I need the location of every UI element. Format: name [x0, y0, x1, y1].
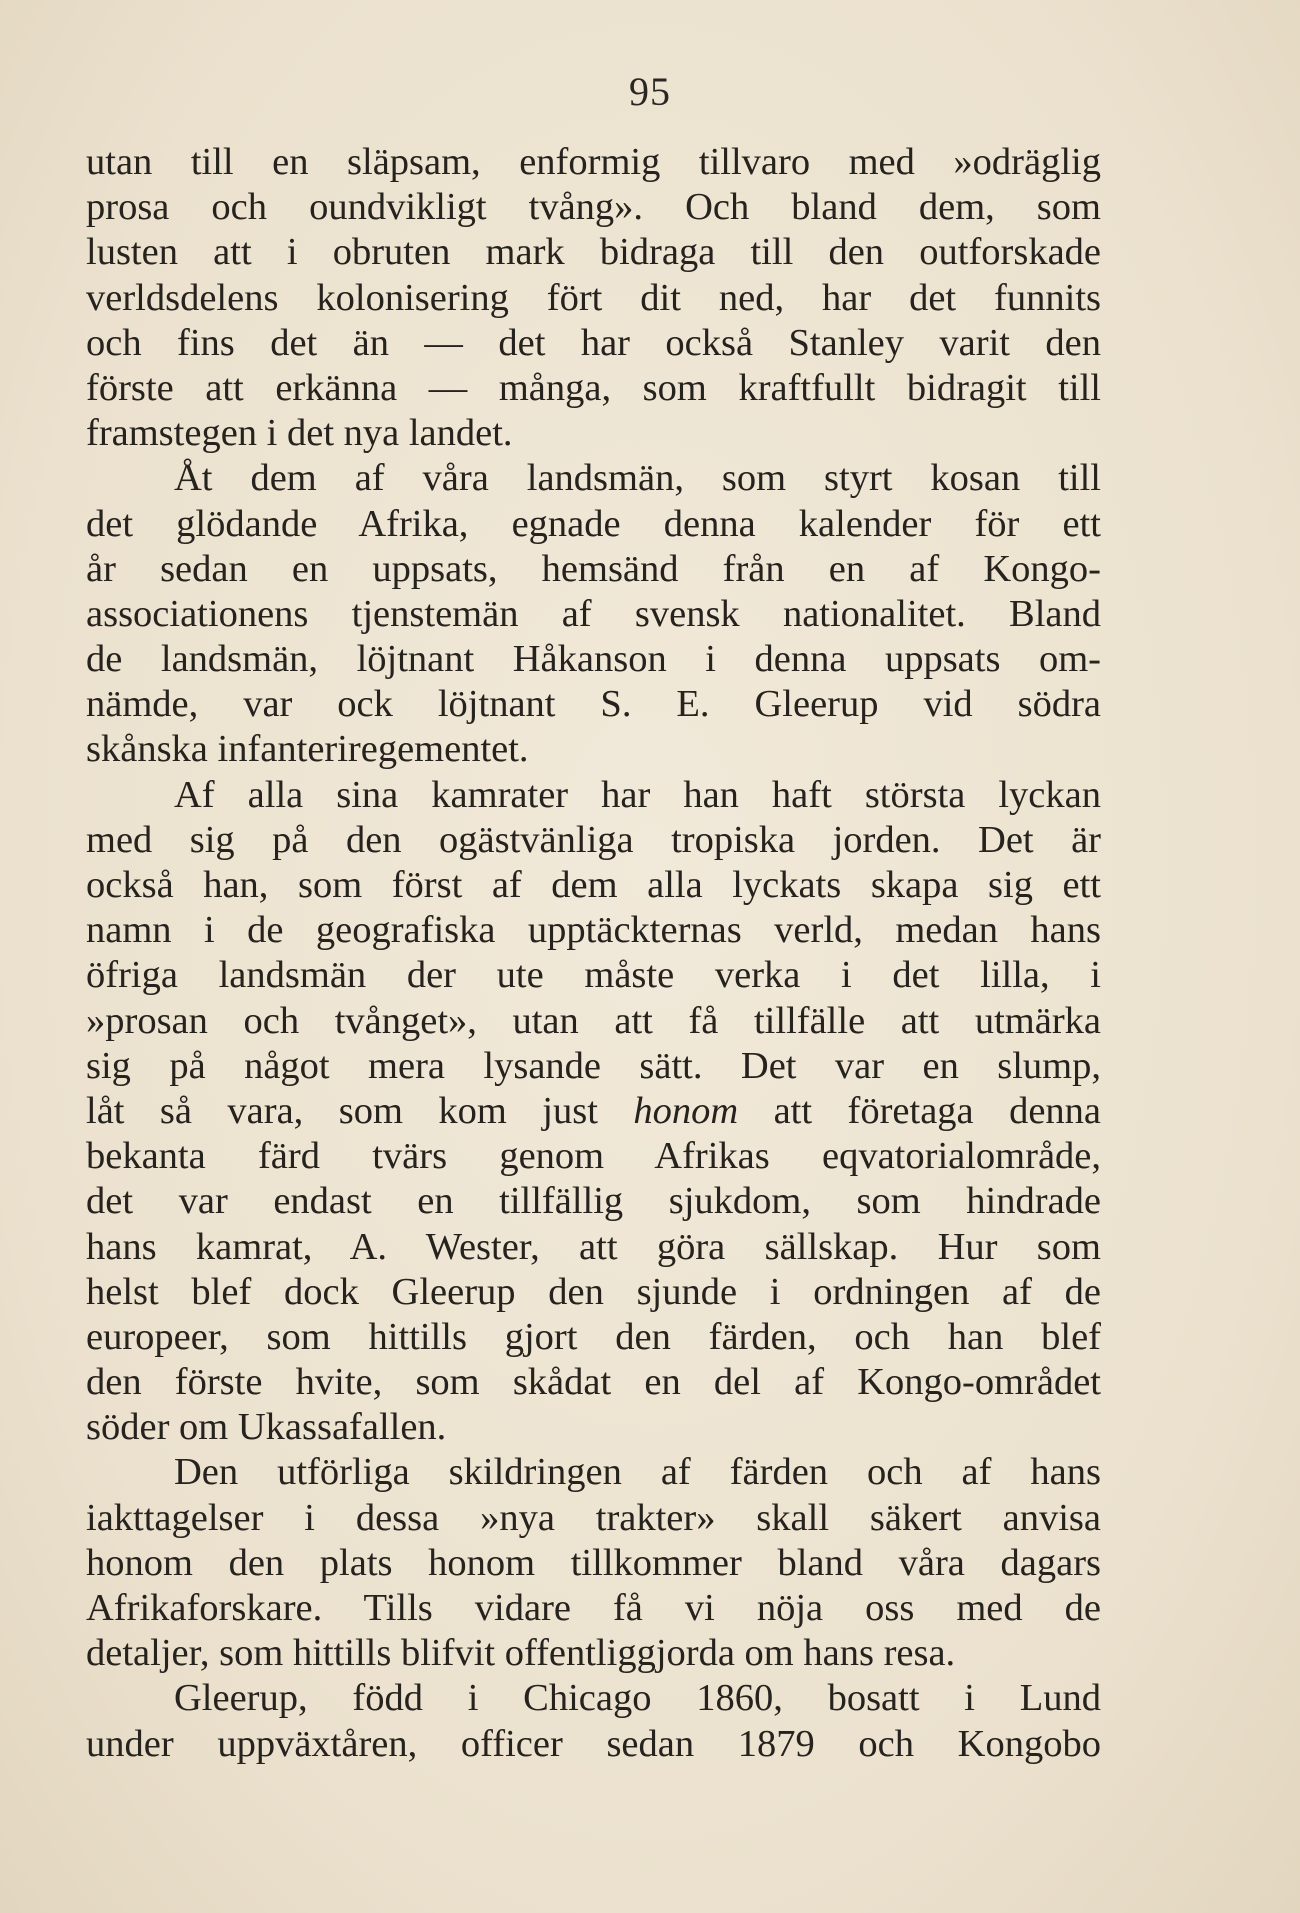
body-text [86, 140, 1101, 1767]
text-line: öfriga landsmän der ute måste verka i det lilla, i [86, 954, 1101, 997]
text-line: associationens tjenstemän af svensk nationalitet. Bland [86, 592, 1101, 635]
text-line: med sig på den ogästvänliga tropiska jorden. Det är [86, 818, 1101, 861]
text-line: iakttagelser i dessa »nya trakter» skall säkert anvisa [86, 1496, 1101, 1539]
text-segment: att företaga denna [738, 1089, 1101, 1132]
text-line: år sedan en uppsats, hemsänd från en af Kongo- [86, 547, 1101, 590]
text-line: sig på något mera lysande sätt. Det var en slump, [86, 1044, 1101, 1087]
text-line: också han, som först af dem alla lyckats skapa sig ett [86, 864, 1101, 906]
text-line: förste att erkänna — många, som kraftfullt bidragit till [86, 366, 1101, 409]
text-line: detaljer, som hittills blifvit offentliggjorda om hans resa. [86, 1632, 956, 1675]
text-line: europeer, som hittills gjort den färden, och han blef [86, 1315, 1101, 1358]
text-line: bekanta färd tvärs genom Afrikas eqvatorialområde, [86, 1135, 1101, 1178]
text-line: skånska infanteriregementet. [86, 728, 529, 771]
text-line: helst blef dock Gleerup den sjunde i ordningen af de [86, 1270, 1101, 1313]
text-line: »prosan och tvånget», utan att få tillfälle att utmärka [86, 999, 1101, 1042]
text-line [86, 1089, 1101, 1134]
text-line: namn i de geografiska upptäckternas verld, medan hans [86, 909, 1101, 952]
text-line: utan till en släpsam, enformig tillvaro med »odräglig [86, 141, 1101, 183]
text-line: framstegen i det nya landet. [86, 412, 513, 455]
text-line: honom den plats honom tillkommer bland våra dagars [86, 1541, 1101, 1584]
text-line: Den utförliga skildringen af färden och af hans [174, 1451, 1101, 1494]
text-line: nämde, var ock löjtnant S. E. Gleerup vid södra [86, 683, 1101, 726]
text-line: Afrikaforskare. Tills vidare få vi nöja oss med de [86, 1587, 1101, 1629]
text-line: prosa och oundvikligt tvång». Och bland dem, som [86, 186, 1101, 229]
text-segment: låt så vara, som kom just [86, 1089, 634, 1132]
text-line: under uppväxtåren, officer sedan 1879 och Kongobo [86, 1722, 1101, 1765]
text-line: hans kamrat, A. Wester, att göra sällskap. Hur som [86, 1225, 1101, 1268]
text-line: verldsdelens kolonisering fört dit ned, har det funnits [86, 276, 1101, 319]
text-line: Åt dem af våra landsmän, som styrt kosan till [174, 457, 1101, 500]
text-line: Gleerup, född i Chicago 1860, bosatt i Lund [174, 1677, 1101, 1720]
text-line: de landsmän, löjtnant Håkanson i denna uppsats om- [86, 638, 1101, 681]
text-line: och fins det än — det har också Stanley varit den [86, 321, 1101, 364]
text-line: det var endast en tillfällig sjukdom, som hindrade [86, 1180, 1101, 1223]
emphasized-word: honom [633, 1089, 739, 1132]
text-line: det glödande Afrika, egnade denna kalender för ett [86, 502, 1101, 545]
text-line: söder om Ukassafallen. [86, 1406, 447, 1449]
page-number: 95 [629, 69, 671, 114]
text-line: Af alla sina kamrater har han haft största lyckan [174, 773, 1101, 816]
text-line: den förste hvite, som skådat en del af Kongo-området [86, 1361, 1101, 1404]
text-line: lusten att i obruten mark bidraga till den outforskade [86, 231, 1101, 274]
